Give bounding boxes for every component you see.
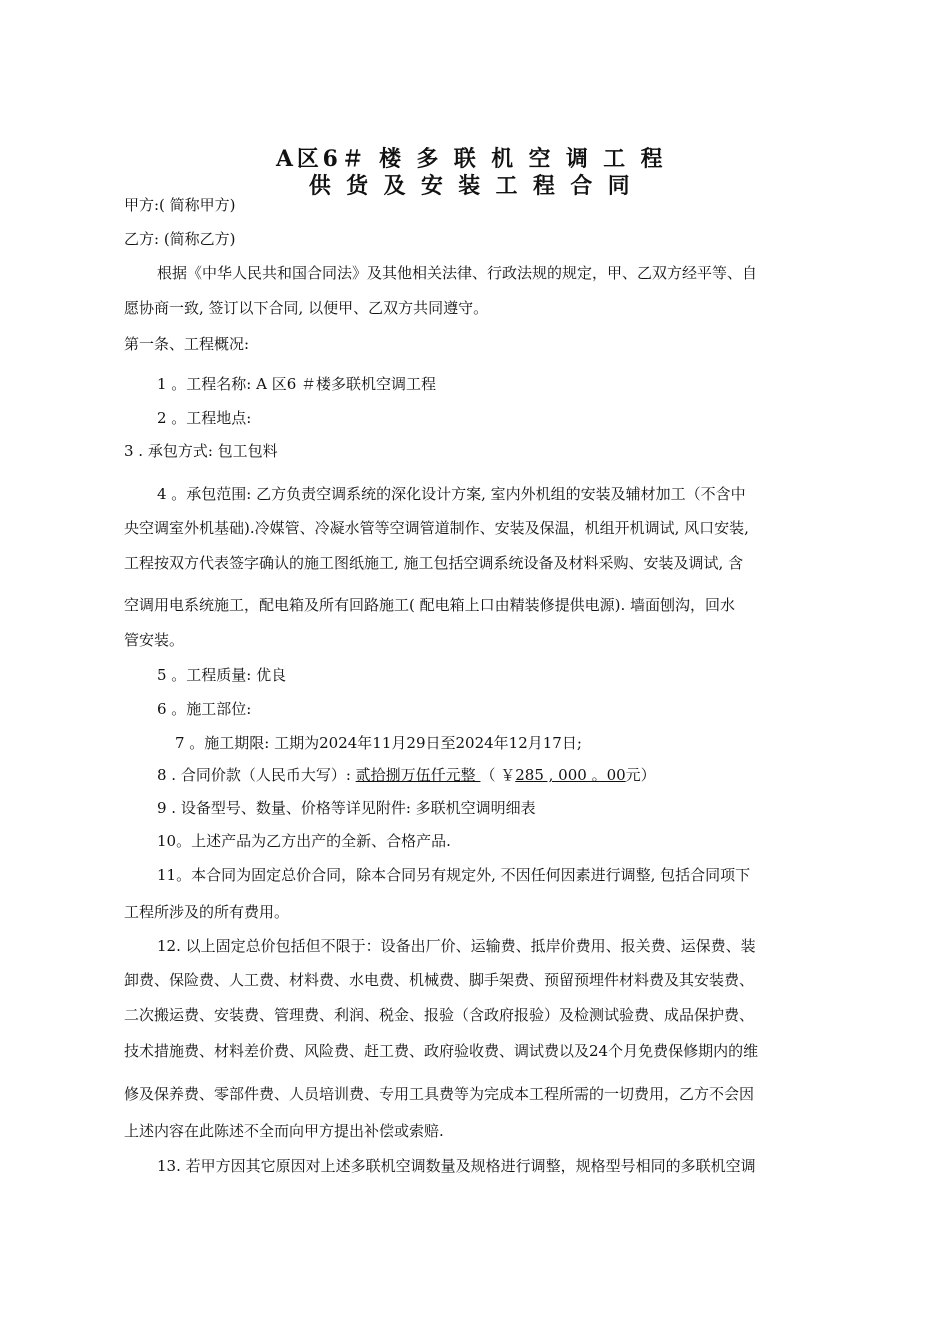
contract-title-line-2: 供 货 及 安 装 工 程 合 同 (308, 173, 634, 199)
contract-title-line-1: A区6＃ 楼 多 联 机 空 调 工 程 (275, 146, 667, 172)
item-12-line: 技术措施费、材料差价费、风险费、赶工费、政府验收费、调试费以及24个月免费保修期内的维 (124, 1042, 759, 1060)
item-11-line: 11。本合同为固定总价合同，除本合同另有规定外, 不因任何因素进行调整, 包括合同项下 (157, 866, 751, 884)
item-4-scope-line: 4 。承包范围: 乙方负责空调系统的深化设计方案, 室内外机组的安装及辅材加工（不含中 (157, 485, 746, 503)
item-8-contract-price (157, 765, 656, 785)
item-13-line: 13. 若甲方因其它原因对上述多联机空调数量及规格进行调整，规格型号相同的多联机空调 (157, 1157, 756, 1175)
price-prefix: 8 . 合同价款（人民币大写）: (157, 766, 356, 784)
item-7-schedule: 7 。施工期限: 工期为2024年11月29日至2024年12月17日; (175, 734, 582, 752)
item-1-project-name: 1 。工程名称: A 区6 ＃楼多联机空调工程 (157, 375, 437, 393)
price-mid: （ ￥ (480, 766, 516, 784)
item-12-line: 上述内容在此陈述不全而向甲方提出补偿或索赔. (124, 1122, 444, 1140)
price-amount-figure: 285 , 000 。00 (515, 766, 626, 784)
item-4-scope-line: 空调用电系统施工，配电箱及所有回路施工( 配电箱上口由精装修提供电源). 墙面刨沟，回水 (124, 596, 736, 614)
article-1-heading: 第一条、工程概况: (124, 335, 250, 353)
party-a-line: 甲方:( 简称甲方) (124, 196, 236, 214)
item-4-scope-line: 管安装。 (124, 631, 185, 649)
preamble-line: 根据《中华人民共和国合同法》及其他相关法律、行政法规的规定，甲、乙双方经平等、自 (157, 264, 758, 282)
item-10-products: 10。上述产品为乙方出产的全新、合格产品. (157, 832, 451, 850)
item-4-scope-line: 央空调室外机基础).冷媒管、冷凝水管等空调管道制作、安装及保温，机组开机调试, 风口安装, (124, 519, 749, 537)
item-6-location: 6 。施工部位: (157, 700, 252, 718)
item-12-line: 修及保养费、零部件费、人员培训费、专用工具费等为完成本工程所需的一切费用，乙方不会因 (124, 1085, 755, 1103)
item-11-line: 工程所涉及的所有费用。 (124, 903, 290, 921)
item-4-scope-line: 工程按双方代表签字确认的施工图纸施工, 施工包括空调系统设备及材料采购、安装及调试, 含 (124, 554, 744, 572)
party-b-line: 乙方: (简称乙方) (124, 230, 236, 248)
item-12-line: 12. 以上固定总价包括但不限于：设备出厂价、运输费、抵岸价费用、报关费、运保费、装 (157, 937, 756, 955)
item-12-line: 卸费、保险费、人工费、材料费、水电费、机械费、脚手架费、预留预埋件材料费及其安装费、 (124, 971, 755, 989)
price-amount-words: 贰拾捌万伍仟元整 (355, 766, 481, 784)
item-2-project-location: 2 。工程地点: (157, 409, 252, 427)
preamble-line: 愿协商一致, 签订以下合同, 以便甲、乙双方共同遵守。 (124, 299, 489, 317)
item-9-equipment: 9 . 设备型号、数量、价格等详见附件: 多联机空调明细表 (157, 799, 536, 817)
item-12-line: 二次搬运费、安装费、管理费、利润、税金、报验（含政府报验）及检测试验费、成品保护费、 (124, 1006, 755, 1024)
price-suffix: 元） (625, 766, 656, 784)
item-3-contract-mode: 3 . 承包方式: 包工包料 (124, 442, 278, 460)
item-5-quality: 5 。工程质量: 优良 (157, 666, 287, 684)
